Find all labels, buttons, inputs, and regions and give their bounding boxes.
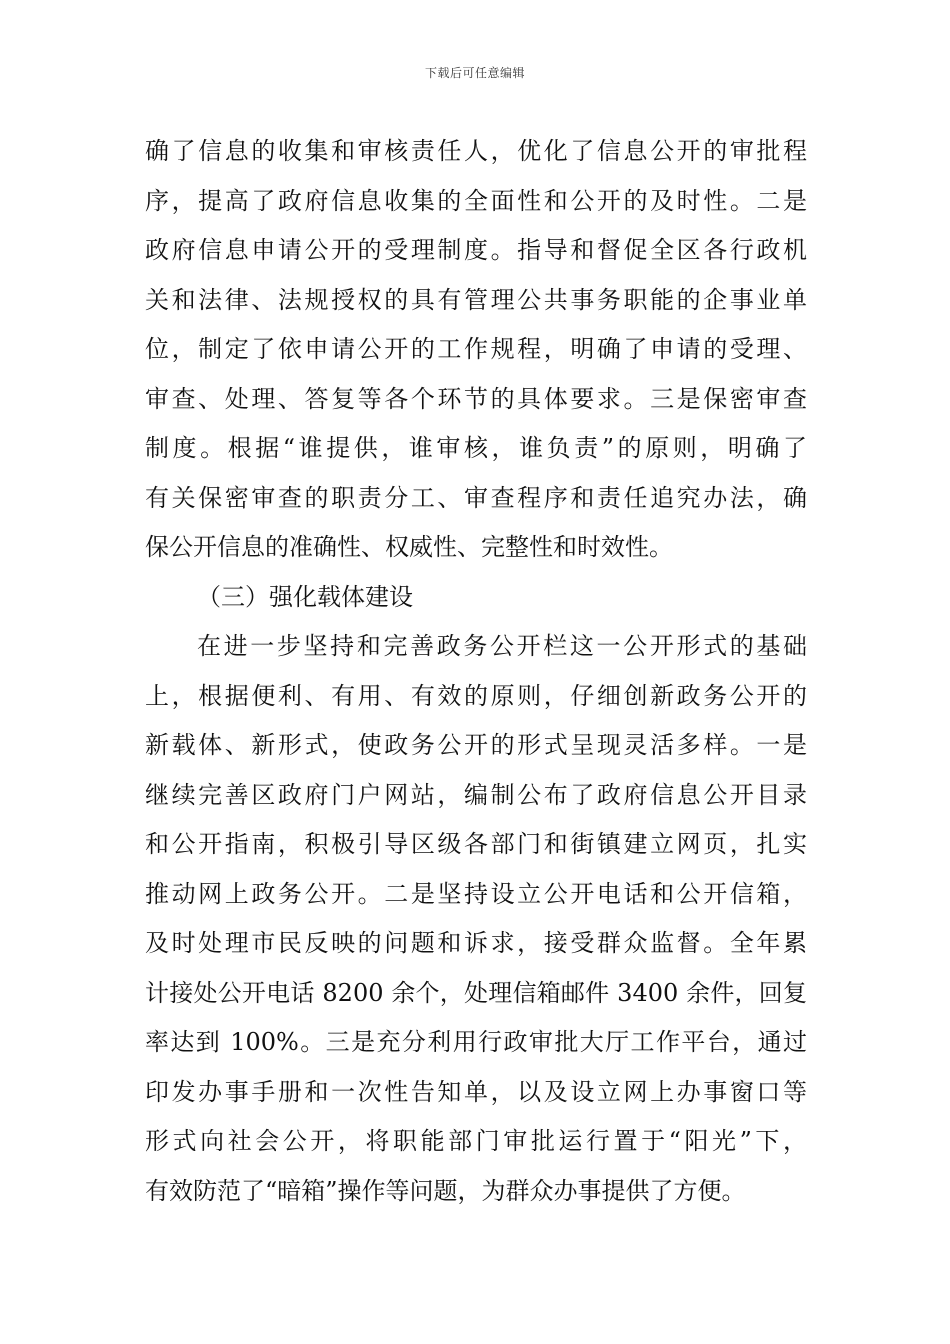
- paragraph-line: 制度。根据“谁提供，谁审核，谁负责”的原则，明确了: [145, 434, 807, 462]
- paragraph-line: 计接处公开电话 8200 余个，处理信箱邮件 3400 余件，回复: [145, 978, 807, 1007]
- paragraph-line: 政府信息申请公开的受理制度。指导和督促全区各行政机: [145, 236, 807, 264]
- section-heading: （三）强化载体建设: [197, 582, 413, 611]
- paragraph-line: 和公开指南，积极引导区级各部门和街镇建立网页，扎实: [145, 830, 807, 858]
- paragraph-line: 推动网上政务公开。二是坚持设立公开电话和公开信箱，: [145, 879, 807, 908]
- paragraph-line: 关和法律、法规授权的具有管理公共事务职能的企事业单: [145, 285, 807, 314]
- paragraph-line: 印发办事手册和一次性告知单，以及设立网上办事窗口等: [145, 1077, 807, 1106]
- paragraph-line: 在进一步坚持和完善政务公开栏这一公开形式的基础: [197, 632, 807, 660]
- paragraph-line: 有效防范了“暗箱”操作等问题，为群众办事提供了方便。: [145, 1176, 746, 1205]
- paragraph-line: 保公开信息的准确性、权威性、完整性和时效性。: [145, 533, 673, 561]
- paragraph-line: 有关保密审查的职责分工、审查程序和责任追究办法，确: [145, 483, 807, 512]
- header-note: 下载后可任意编辑: [424, 66, 525, 80]
- paragraph-line: 位，制定了依申请公开的工作规程，明确了申请的受理、: [145, 335, 807, 363]
- body-text: [145, 127, 807, 1216]
- paragraph-line: 形式向社会公开，将职能部门审批运行置于“阳光”下，: [145, 1127, 807, 1155]
- paragraph-line: 上，根据便利、有用、有效的原则，仔细创新政务公开的: [145, 681, 807, 710]
- paragraph-line: 审查、处理、答复等各个环节的具体要求。三是保密审查: [145, 384, 807, 413]
- paragraph-line: 率达到 100%。三是充分利用行政审批大厅工作平台，通过: [145, 1028, 807, 1056]
- paragraph-line: 序，提高了政府信息收集的全面性和公开的及时性。二是: [145, 186, 807, 215]
- paragraph-line: 确了信息的收集和审核责任人，优化了信息公开的审批程: [145, 137, 807, 165]
- paragraph-line: 新载体、新形式，使政务公开的形式呈现灵活多样。一是: [145, 731, 807, 759]
- paragraph-line: 及时处理市民反映的问题和诉求，接受群众监督。全年累: [145, 929, 807, 957]
- paragraph-line: 继续完善区政府门户网站，编制公布了政府信息公开目录: [145, 780, 807, 809]
